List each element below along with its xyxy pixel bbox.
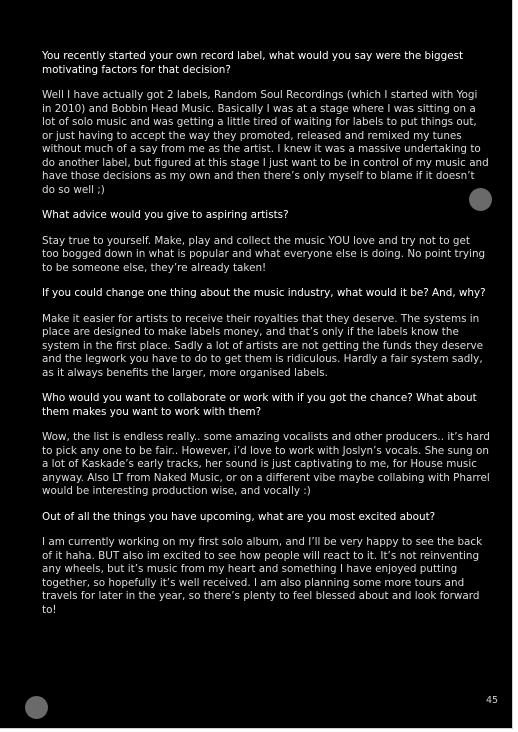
answer-5: I am currently working on my first solo album, and I’ll be very happy to see the back of it haha. BUT also im excited to see how people will react to it. It’s not reinventing any wheels, but it’s music from my heart and something I have enjoyed putting together, so hopefully it’s well received. I am also planning some more tours and travels for later in the year, so there’s plenty to feel blessed about and look forward to!	[42, 536, 483, 616]
interview-content	[42, 50, 490, 629]
question-3: If you could change one thing about the music industry, what would it be? And, why?	[42, 287, 486, 299]
answer-4: Wow, the list is endless really.. some amazing vocalists and other producers.. it’s hard to pick any one to be fair.. However, i’d love to work with Joslyn’s vocals. She sung on a lot of Kaskade’s early tracks, her sound is just captivating to me, for House music anyway. Also LT from Naked Music, or on a different vibe maybe collabing with Pharrel would be interesting production wise, and vocally :)	[42, 431, 490, 497]
answer-2: Stay true to yourself. Make, play and collect the music YOU love and try not to get too bogged down in what is popular and what everyone else is doing. No point trying to be someone else, they’re already taken!	[42, 234, 486, 274]
decorative-circle-icon	[25, 696, 48, 719]
answer-1: Well I have actually got 2 labels, Random Soul Recordings (which I started with Yogi in 2010) and Bobbin Head Music. Basically I was at a stage where I was sitting on a lot of solo music and was getting a little tired of waiting for labels to put things out, or just having to accept the way they promoted, released and remixed my tunes without much of a say from me as the artist. I knew it was a massive undertaking to do another label, but figured at this stage I just want to be in control of my music and have those decisions as my own and then there’s only myself to blame if it doesn’t do so well ;)	[42, 89, 489, 196]
question-2: What advice would you give to aspiring artists?	[42, 209, 289, 221]
answer-3: Make it easier for artists to receive their royalties that they deserve. The systems in place are designed to make labels money, and that’s only if the labels know the system in the first place. Sadly a lot of artists are not getting the funds they deserve and the legwork you have to do to get them is ridiculous. Hardly a fair system sadly, as it always benefits the larger, more organised labels.	[42, 312, 484, 379]
page-number: 45	[486, 695, 499, 706]
question-5: Out of all the things you have upcoming, what are you most excited about?	[42, 510, 436, 523]
decorative-circle-icon	[469, 188, 492, 211]
question-1: You recently started your own record label, what would you say were the biggest motivating factors for that decision?	[42, 50, 464, 76]
question-4: Who would you want to collaborate or work with if you got the chance? What about them makes you want to work with them?	[42, 392, 477, 418]
